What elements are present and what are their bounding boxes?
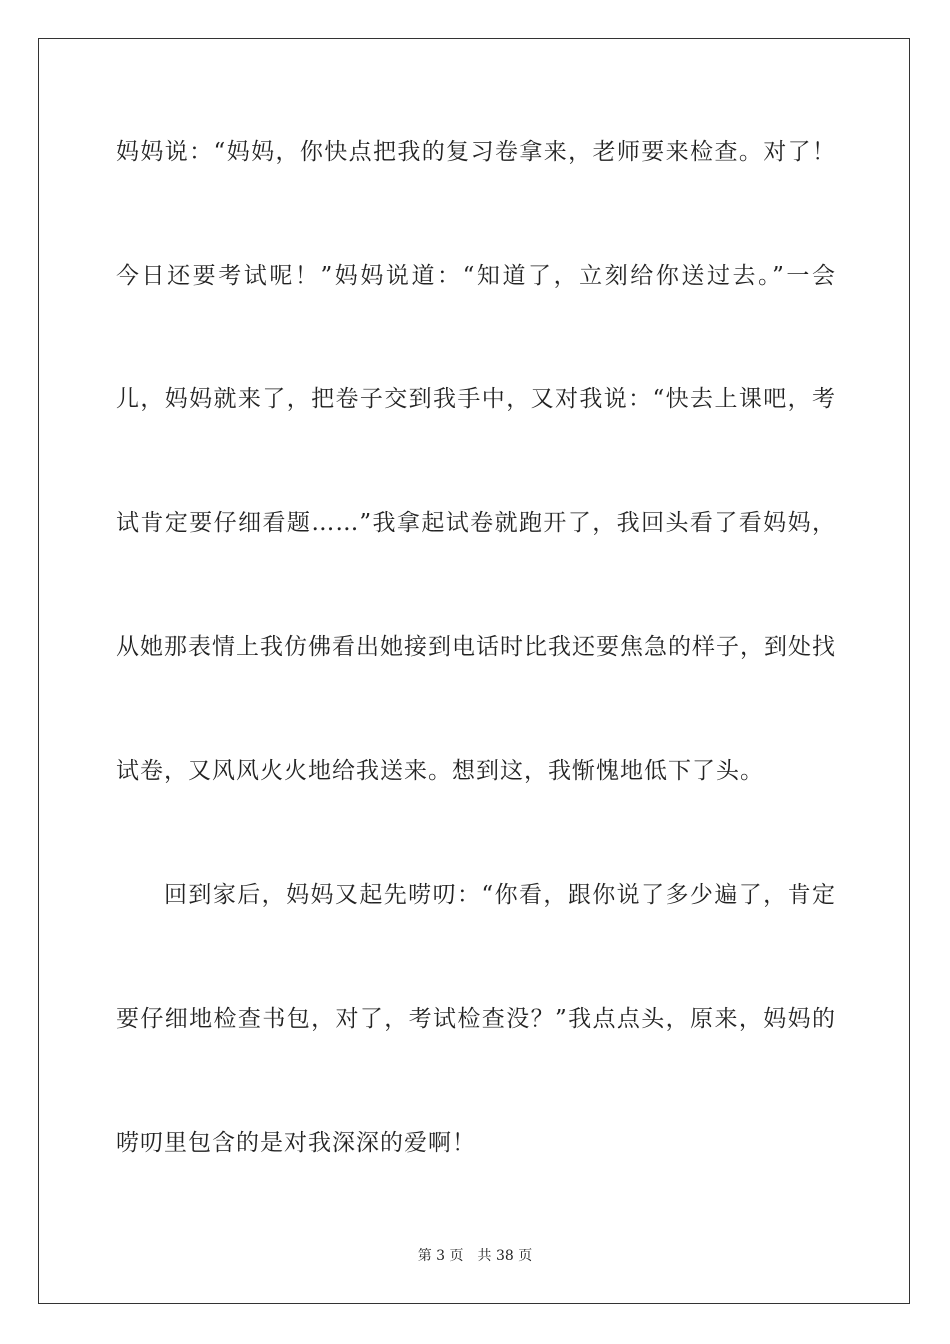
page-footer (0, 1246, 950, 1266)
body-text-line: 试肯定要仔细看题……”我拿起试卷就跑开了，我回头看了看妈妈， (116, 510, 836, 536)
body-text-line: 今日还要考试呢！”妈妈说道：“知道了，立刻给你送过去。”一会 (116, 263, 836, 289)
body-text-line: 从她那表情上我仿佛看出她接到电话时比我还要焦急的样子，到处找 (116, 634, 836, 660)
body-text-line-indented: 回到家后，妈妈又起先唠叨：“你看，跟你说了多少遍了，肯定 (164, 882, 836, 908)
body-text-line: 要仔细地检查书包，对了，考试检查没？”我点点头，原来，妈妈的 (116, 1006, 836, 1032)
page-border (38, 38, 910, 1304)
body-text-line: 妈妈说：“妈妈，你快点把我的复习卷拿来，老师要来检查。对了！ (116, 139, 836, 165)
body-text-line: 儿，妈妈就来了，把卷子交到我手中，又对我说：“快去上课吧，考 (116, 386, 836, 412)
body-text-line: 唠叨里包含的是对我深深的爱啊！ (116, 1130, 476, 1156)
page-number: 第 3 页 (417, 1248, 464, 1264)
body-text-line: 试卷，又风风火火地给我送来。想到这，我惭愧地低下了头。 (116, 758, 764, 784)
page-total: 共 38 页 (477, 1248, 533, 1264)
